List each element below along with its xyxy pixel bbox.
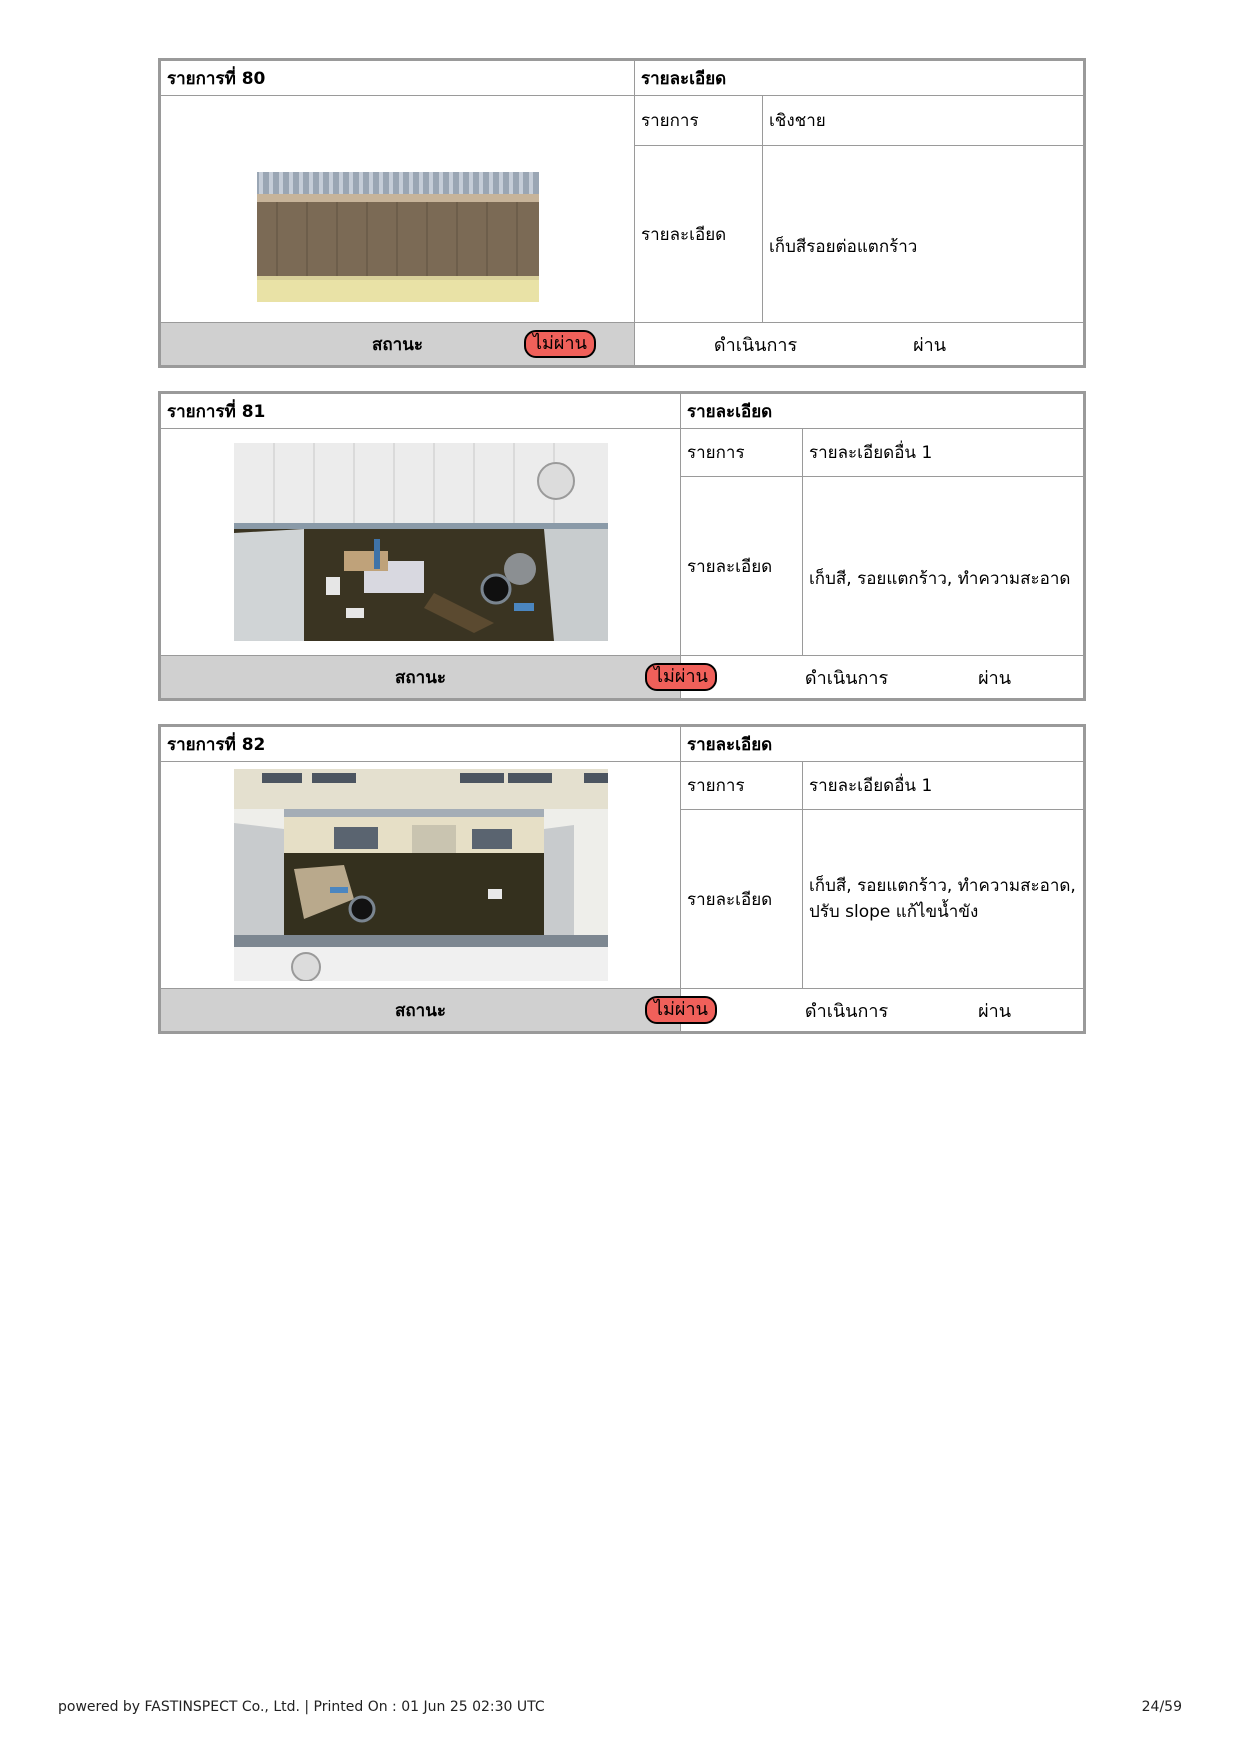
status-options bbox=[654, 989, 1084, 1032]
detail-header: รายละเอียด bbox=[681, 727, 1084, 762]
item-title: รายการที่ 80 bbox=[161, 61, 635, 96]
status-label: สถานะ bbox=[161, 323, 635, 366]
backyard-drain-photo bbox=[234, 443, 608, 641]
item-label: รายการ bbox=[635, 96, 763, 146]
detail-label: รายละเอียด bbox=[635, 146, 763, 323]
item-value: เชิงชาย bbox=[763, 96, 1084, 146]
detail-label: รายละเอียด bbox=[681, 477, 803, 656]
status-option-pass[interactable]: ผ่าน bbox=[978, 1000, 1012, 1022]
item-label: รายการ bbox=[681, 429, 803, 477]
detail-text bbox=[803, 810, 1084, 989]
status-option-in-progress[interactable]: ดำเนินการ bbox=[804, 667, 889, 689]
footer-credit: powered by FASTINSPECT Co., Ltd. | Printed On : 01 Jun 25 02:30 UTC bbox=[58, 1699, 545, 1715]
status-option-fail[interactable]: ไม่ผ่าน bbox=[645, 996, 717, 1024]
detail-line: เก็บสี, รอยแตกร้าว, ทำความสะอาด bbox=[809, 568, 1071, 589]
backyard-building-photo bbox=[234, 769, 608, 981]
detail-label: รายละเอียด bbox=[681, 810, 803, 989]
detail-line: เก็บสี, รอยแตกร้าว, ทำความสะอาด, bbox=[809, 876, 1076, 896]
item-label: รายการ bbox=[681, 762, 803, 810]
item-value: รายละเอียดอื่น 1 bbox=[803, 762, 1084, 810]
photo-cell bbox=[161, 96, 635, 323]
photo-cell bbox=[161, 429, 681, 656]
detail-line: ปรับ slope แก้ไขน้ำขัง bbox=[809, 902, 979, 922]
status-options bbox=[654, 656, 1084, 699]
status-option-pass[interactable]: ผ่าน bbox=[978, 667, 1012, 689]
status-label: สถานะ bbox=[161, 656, 681, 699]
eave-fascia-photo bbox=[257, 172, 539, 302]
status-option-pass[interactable]: ผ่าน bbox=[913, 334, 947, 356]
detail-header: รายละเอียด bbox=[681, 394, 1084, 429]
detail-text bbox=[803, 477, 1084, 656]
photo-cell bbox=[161, 762, 681, 989]
item-title: รายการที่ 81 bbox=[161, 394, 681, 429]
detail-header: รายละเอียด bbox=[635, 61, 1084, 96]
status-option-in-progress[interactable]: ดำเนินการ bbox=[713, 334, 798, 356]
inspection-item-80 bbox=[158, 58, 1086, 368]
status-options bbox=[533, 323, 1084, 366]
inspection-item-81 bbox=[158, 391, 1086, 701]
detail-line: เก็บสีรอยต่อแตกร้าว bbox=[769, 236, 918, 257]
page-number: 24/59 bbox=[1141, 1699, 1182, 1715]
status-option-fail[interactable]: ไม่ผ่าน bbox=[645, 663, 717, 691]
detail-text bbox=[763, 146, 1084, 323]
inspection-item-82 bbox=[158, 724, 1086, 1034]
item-value: รายละเอียดอื่น 1 bbox=[803, 429, 1084, 477]
item-title: รายการที่ 82 bbox=[161, 727, 681, 762]
status-option-in-progress[interactable]: ดำเนินการ bbox=[804, 1000, 889, 1022]
status-label: สถานะ bbox=[161, 989, 681, 1032]
status-option-fail[interactable]: ไม่ผ่าน bbox=[524, 330, 596, 358]
